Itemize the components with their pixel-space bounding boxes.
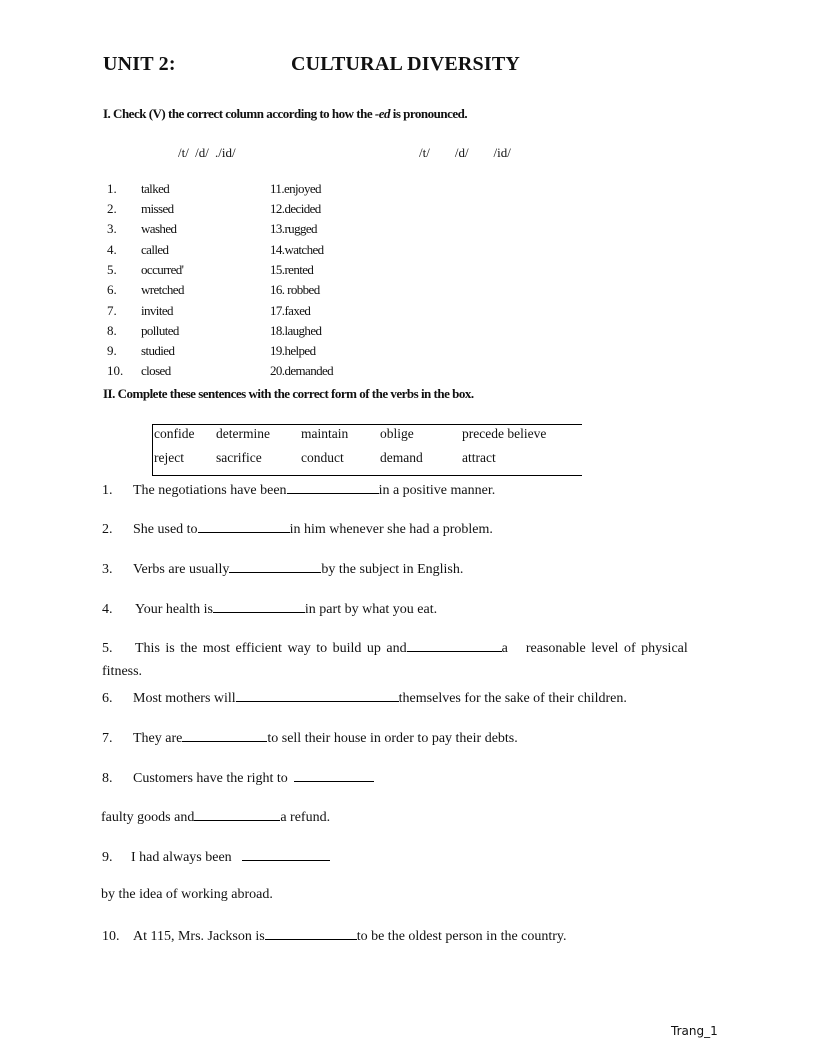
answer-blank[interactable] [236,689,399,702]
left-num: 4. [107,242,117,257]
left-word: studied [141,343,175,358]
question-number: 1. [102,483,113,498]
right-word: 20.demanded [270,363,334,378]
page-number: Trang_1 [671,1024,718,1038]
left-word: missed [141,201,174,216]
left-word: called [141,242,169,257]
left-num: 8. [107,323,117,338]
answer-blank[interactable] [213,600,305,613]
left-num: 2. [107,201,117,216]
question-text: Your health is [135,602,213,617]
verb-word: demand [380,450,423,465]
column-header-left: /t/ /d/ ./id/ [178,145,236,160]
answer-blank[interactable] [242,848,330,861]
section1-heading-text: I. Check (V) the correct column according to how the [103,106,375,121]
question-text: Most mothers will [133,691,236,706]
question-text: to be the oldest person in the country. [356,929,567,944]
question-text: She used to [133,522,198,537]
right-word: 15.rented [270,262,314,277]
verb-word: conduct [301,450,344,465]
answer-blank[interactable] [182,729,267,742]
answer-blank[interactable] [198,520,290,533]
question-text: a [501,641,508,656]
question-6 [102,689,627,707]
page-title: CULTURAL DIVERSITY [291,53,521,75]
question-text: by the subject in English. [321,562,464,577]
section1-heading-tail: is pronounced. [389,106,468,121]
question-text: Verbs are usually [133,562,230,577]
answer-blank[interactable] [407,639,502,652]
section1-heading [103,106,467,122]
verb-word: attract [462,450,496,465]
question-7 [102,729,518,747]
section2-heading: II. Complete these sentences with the correct form of the verbs in the box. [103,386,474,401]
right-word: 18.laughed [270,323,322,338]
answer-blank[interactable] [294,769,374,782]
question-text: a refund. [280,810,331,825]
question-5-continued: fitness. [102,664,143,679]
right-word: 12.decided [270,201,321,216]
question-5 [102,639,688,657]
left-word: polluted [141,323,179,338]
question-number: 2. [102,522,113,537]
left-word: closed [141,363,171,378]
question-text: They are [133,731,183,746]
right-word: 16. robbed [270,282,320,297]
question-text: faulty goods and [101,810,195,825]
right-word: 14.watched [270,242,324,257]
question-text: At 115, Mrs. Jackson is [133,929,265,944]
question-1 [102,481,495,499]
answer-blank[interactable] [194,808,280,821]
right-word: 19.helped [270,343,316,358]
question-text: in a positive manner. [378,483,496,498]
answer-blank[interactable] [287,481,379,494]
question-10 [102,927,567,945]
left-word: washed [141,221,177,236]
right-word: 17.faxed [270,303,311,318]
question-text: in him whenever she had a problem. [289,522,493,537]
question-9 [102,848,330,866]
question-text: I had always been [131,850,232,865]
question-3 [102,560,463,578]
left-num: 3. [107,221,117,236]
verb-word: maintain [301,426,349,441]
question-text: reasonable level of physical [525,641,688,656]
question-number: 5. [102,641,113,656]
question-4 [102,600,437,618]
question-text: Customers have the right to [133,771,288,786]
question-8 [102,769,374,787]
question-text: The negotiations have been [133,483,287,498]
verb-word: oblige [380,426,414,441]
answer-blank[interactable] [265,927,357,940]
question-number: 4. [102,602,113,617]
question-2 [102,520,493,538]
question-8-continued [101,808,330,826]
verb-word: reject [154,450,184,465]
question-text: in part by what you eat. [304,602,438,617]
left-word: wretched [141,282,184,297]
question-text: This is the most efficient way to build up and [135,641,407,656]
left-num: 7. [107,303,117,318]
right-word: 13.rugged [270,221,317,236]
question-number: 10. [102,929,120,944]
left-num: 5. [107,262,117,277]
left-num: 1. [107,181,117,196]
left-word: invited [141,303,173,318]
left-num: 10. [107,363,124,378]
verb-word: confide [154,426,195,441]
section1-heading-em: -ed [374,106,390,121]
left-word: occurred' [141,262,184,277]
verb-word: precede believe [462,426,547,441]
right-word: 11.enjoyed [270,181,321,196]
verb-word: sacrifice [216,450,262,465]
question-number: 7. [102,731,113,746]
question-text: to sell their house in order to pay their debts. [267,731,518,746]
question-9-continued: by the idea of working abroad. [101,887,273,902]
column-header-right: /t/ /d/ /id/ [419,145,511,160]
answer-blank[interactable] [229,560,321,573]
question-text: themselves for the sake of their children. [398,691,627,706]
question-number: 9. [102,850,113,865]
question-number: 3. [102,562,113,577]
question-number: 6. [102,691,113,706]
left-num: 9. [107,343,117,358]
unit-label: UNIT 2: [103,53,176,75]
left-num: 6. [107,282,117,297]
verb-word: determine [216,426,270,441]
question-number: 8. [102,771,113,786]
left-word: talked [141,181,170,196]
